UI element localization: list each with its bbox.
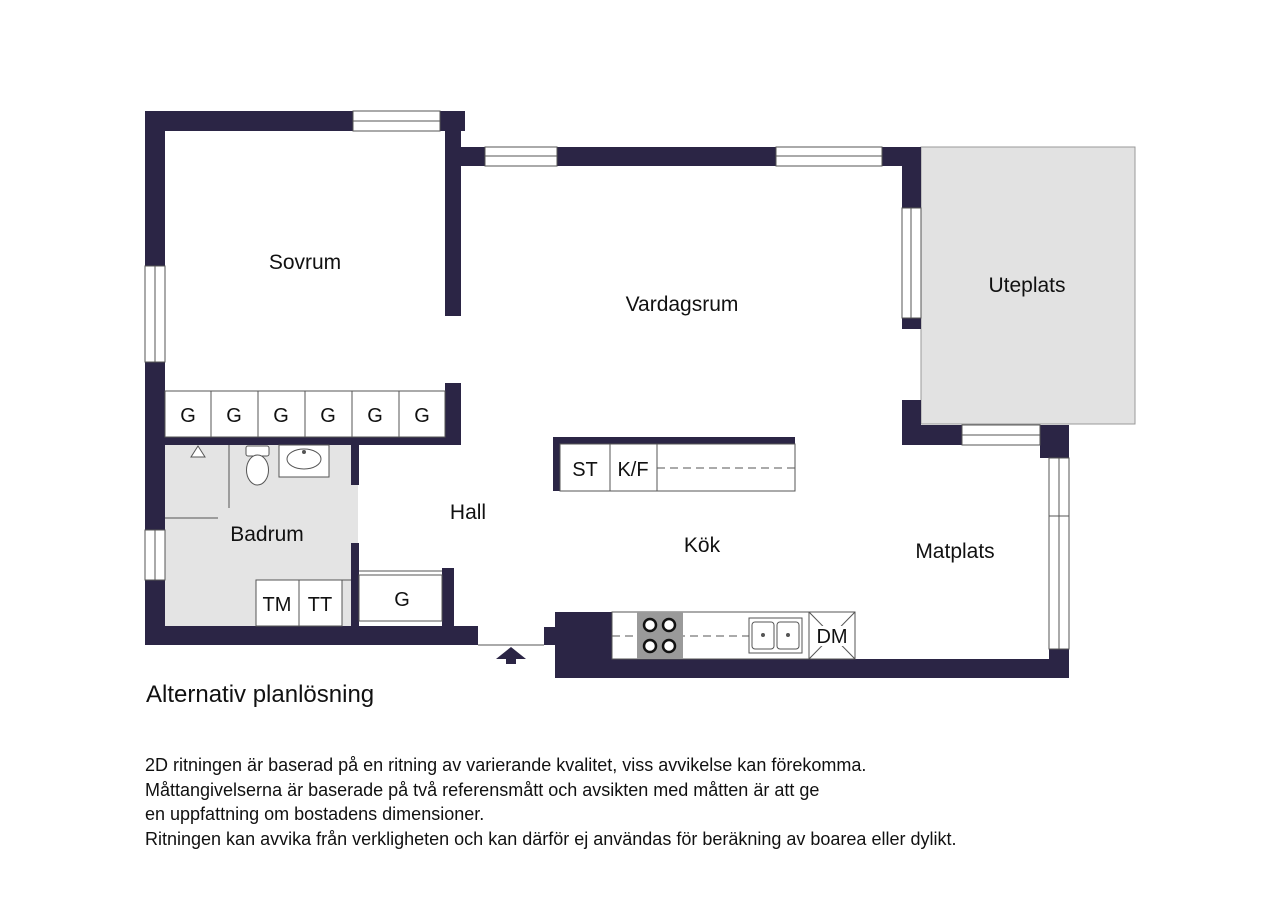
sink-icon bbox=[279, 445, 329, 477]
room-label-sovrum: Sovrum bbox=[268, 251, 342, 274]
wardrobe-label: G bbox=[367, 405, 383, 427]
wardrobe-label: G bbox=[414, 405, 430, 427]
disclaimer-line: Ritningen kan avvika från verkligheten och kan därför ej användas för beräkning av boarea eller dylikt. bbox=[145, 828, 957, 849]
dryer-label: TT bbox=[307, 594, 333, 616]
washer-label: TM bbox=[262, 594, 292, 616]
plan-caption: Alternativ planlösning bbox=[146, 681, 375, 708]
dishwasher-label: DM bbox=[816, 626, 848, 648]
room-label-vardagsrum: Vardagsrum bbox=[625, 293, 739, 316]
entrance-arrow-icon bbox=[478, 645, 544, 664]
wardrobe-label: G bbox=[320, 405, 336, 427]
wardrobe-label: G bbox=[273, 405, 289, 427]
room-label-kok: Kök bbox=[683, 534, 721, 557]
disclaimer-line: Måttangivelserna är baserade på två referensmått och avsikten med måtten är att ge bbox=[145, 779, 820, 800]
toilet-icon bbox=[246, 446, 269, 485]
room-label-hall: Hall bbox=[449, 501, 487, 524]
room-label-matplats: Matplats bbox=[915, 540, 995, 563]
wardrobe-row bbox=[165, 391, 445, 437]
wardrobe-label: G bbox=[180, 405, 196, 427]
wardrobe-label: G bbox=[226, 405, 242, 427]
room-label-badrum: Badrum bbox=[230, 523, 304, 546]
kitchen-sink-icon bbox=[749, 618, 802, 653]
room-label-uteplats: Uteplats bbox=[988, 274, 1066, 297]
stove-unit-label: ST bbox=[572, 459, 598, 481]
fridge-freezer-label: K/F bbox=[617, 459, 649, 481]
disclaimer-line: 2D ritningen är baserad på en ritning av varierande kvalitet, viss avvikelse kan förekomma. bbox=[145, 755, 867, 775]
stove-icon bbox=[637, 612, 683, 659]
disclaimer-notes bbox=[145, 753, 956, 851]
disclaimer-line: en uppfattning om bostadens dimensioner. bbox=[145, 804, 485, 824]
hall-wardrobe-label: G bbox=[394, 589, 410, 611]
